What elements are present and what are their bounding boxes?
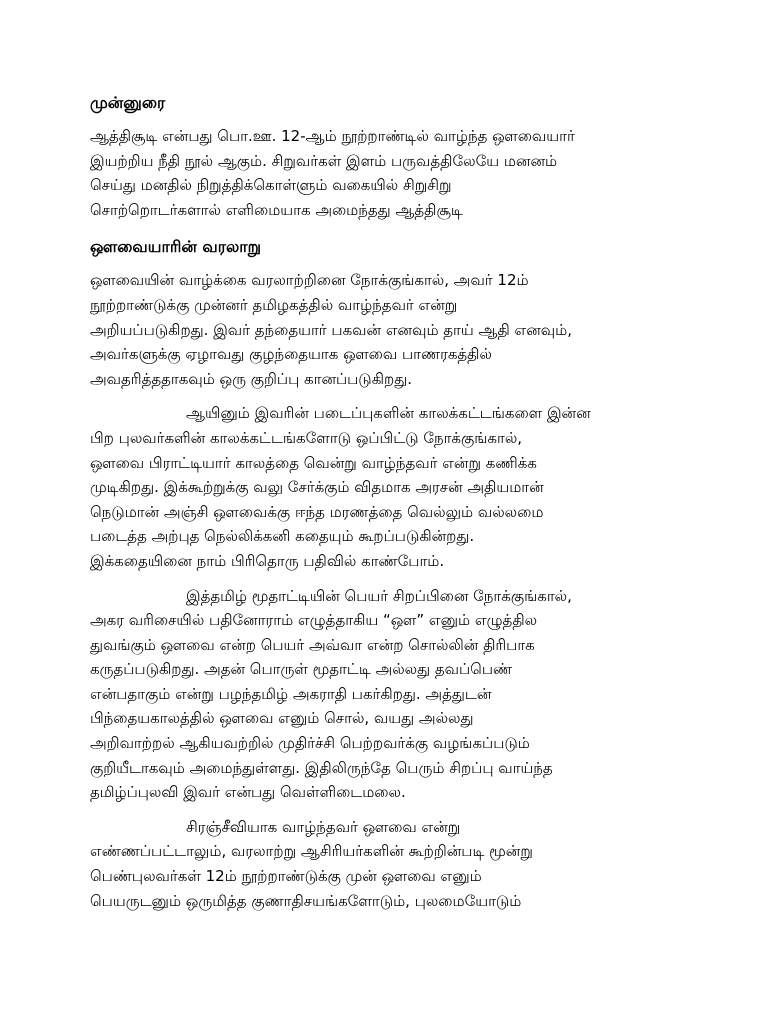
- text-line: கருதப்படுகிறது. அதன் பொருள் மூதாட்டி அல்லது தவப்பெண்: [90, 660, 513, 679]
- text-line: பெண்புலவர்கள் 12ம் நூற்றாண்டுக்கு முன் ஔவை எனும்: [90, 867, 482, 886]
- text-line: நூற்றாண்டுக்கு முன்னர் தமிழகத்தில் வாழ்ந்தவர் என்று: [90, 295, 458, 314]
- text-line: சிரஞ்சீவியாக வாழ்ந்தவர் ஔவை என்று: [186, 817, 461, 836]
- paragraph: [90, 124, 690, 222]
- text-line: பிற புலவர்களின் காலக்கட்டங்களோடு ஒப்பிட்டு நோக்குங்கால்,: [90, 428, 523, 447]
- document-page: [90, 90, 690, 913]
- paragraph: [90, 584, 690, 805]
- paragraph: [90, 815, 690, 913]
- text-line: அறிவாற்றல் ஆகியவற்றில் முதிர்ச்சி பெற்றவர்க்கு வழங்கப்படும்: [90, 734, 530, 753]
- section-heading: ஔவையாரின் வரலாறு: [90, 237, 262, 257]
- section-history: [90, 234, 690, 913]
- section-heading: முன்னுரை: [90, 93, 166, 112]
- text-line: செய்து மனதில் நிறுத்திக்கொள்ளும் வகையில் சிறுசிறு: [90, 176, 452, 195]
- text-line: என்பதாகும் என்று பழந்தமிழ் அகராதி பகர்கிறது. அத்துடன்: [90, 684, 492, 703]
- text-line: எண்ணப்பட்டாலும், வரலாற்று ஆசிரியர்களின் கூற்றின்படி மூன்று: [90, 842, 533, 861]
- text-line: படைத்த அற்புத நெல்லிக்கனி கதையும் கூறப்படுகின்றது.: [90, 527, 475, 546]
- text-line: அவதரித்ததாகவும் ஒரு குறிப்பு கானப்படுகிறது.: [90, 369, 412, 388]
- text-line: அறியப்படுகிறது. இவர் தந்தையார் பகவன் எனவும் தாய் ஆதி எனவும்,: [90, 320, 572, 339]
- text-line: சொற்றொடர்களால் எளிமையாக அமைந்தது ஆத்திசூடி: [90, 200, 463, 219]
- text-line: துவங்கும் ஔவை என்ற பெயர் அவ்வா என்ற சொல்லின் திரிபாக: [90, 635, 535, 654]
- text-line: ஔவை பிராட்டியார் காலத்தை வென்று வாழ்ந்தவர் என்று கணிக்க: [90, 453, 537, 472]
- text-line: ஆயினும் இவரின் படைப்புகளின் காலக்கட்டங்களை இன்ன: [186, 404, 591, 423]
- text-line: முடிகிறது. இக்கூற்றுக்கு வலு சேர்க்கும் விதமாக அரசன் அதியமான்: [90, 478, 544, 497]
- text-line: இத்தமிழ் மூதாட்டியின் பெயர் சிறப்பினை நோக்குங்கால்,: [186, 586, 572, 605]
- text-line: இயற்றிய நீதி நூல் ஆகும். சிறுவர்கள் இளம் பருவத்திலேயே மனனம்: [90, 151, 558, 170]
- text-line: நெடுமான் அஞ்சி ஔவைக்கு ஈந்த மரணத்தை வெல்லும் வல்லமை: [90, 502, 544, 521]
- text-line: பிந்தையகாலத்தில் ஔவை எனும் சொல், வயது அல்லது: [90, 709, 474, 728]
- text-line: குறியீடாகவும் அமைந்துள்ளது. இதிலிருந்தே பெரும் சிறப்பு வாய்ந்த: [90, 758, 553, 777]
- text-line: பெயருடனும் ஒருமித்த குணாதிசயங்களோடும், புலமையோடும்: [90, 891, 522, 910]
- paragraph: [90, 268, 690, 391]
- text-line: ஔவையின் வாழ்க்கை வரலாற்றினை நோக்குங்கால், அவர் 12ம்: [90, 271, 529, 290]
- section-introduction: [90, 90, 690, 222]
- text-line: தமிழ்ப்புலவி இவர் என்பது வெள்ளிடைமலை.: [90, 783, 406, 802]
- text-line: அவர்களுக்கு ஏழாவது குழந்தையாக ஔவை பாணரகத்தில்: [90, 345, 492, 364]
- paragraph: [90, 401, 690, 573]
- text-line: ஆத்திசூடி என்பது பொ.ஊ. 12-ஆம் நூற்றாண்டில் வாழ்ந்த ஔவையார்: [90, 127, 575, 145]
- text-line: அகர வரிசையில் பதினோராம் எழுத்தாகிய “ஔ” எனும் எழுத்தில: [90, 611, 538, 630]
- text-line: இக்கதையினை நாம் பிரிதொரு பதிவில் காண்போம்.: [90, 551, 445, 570]
